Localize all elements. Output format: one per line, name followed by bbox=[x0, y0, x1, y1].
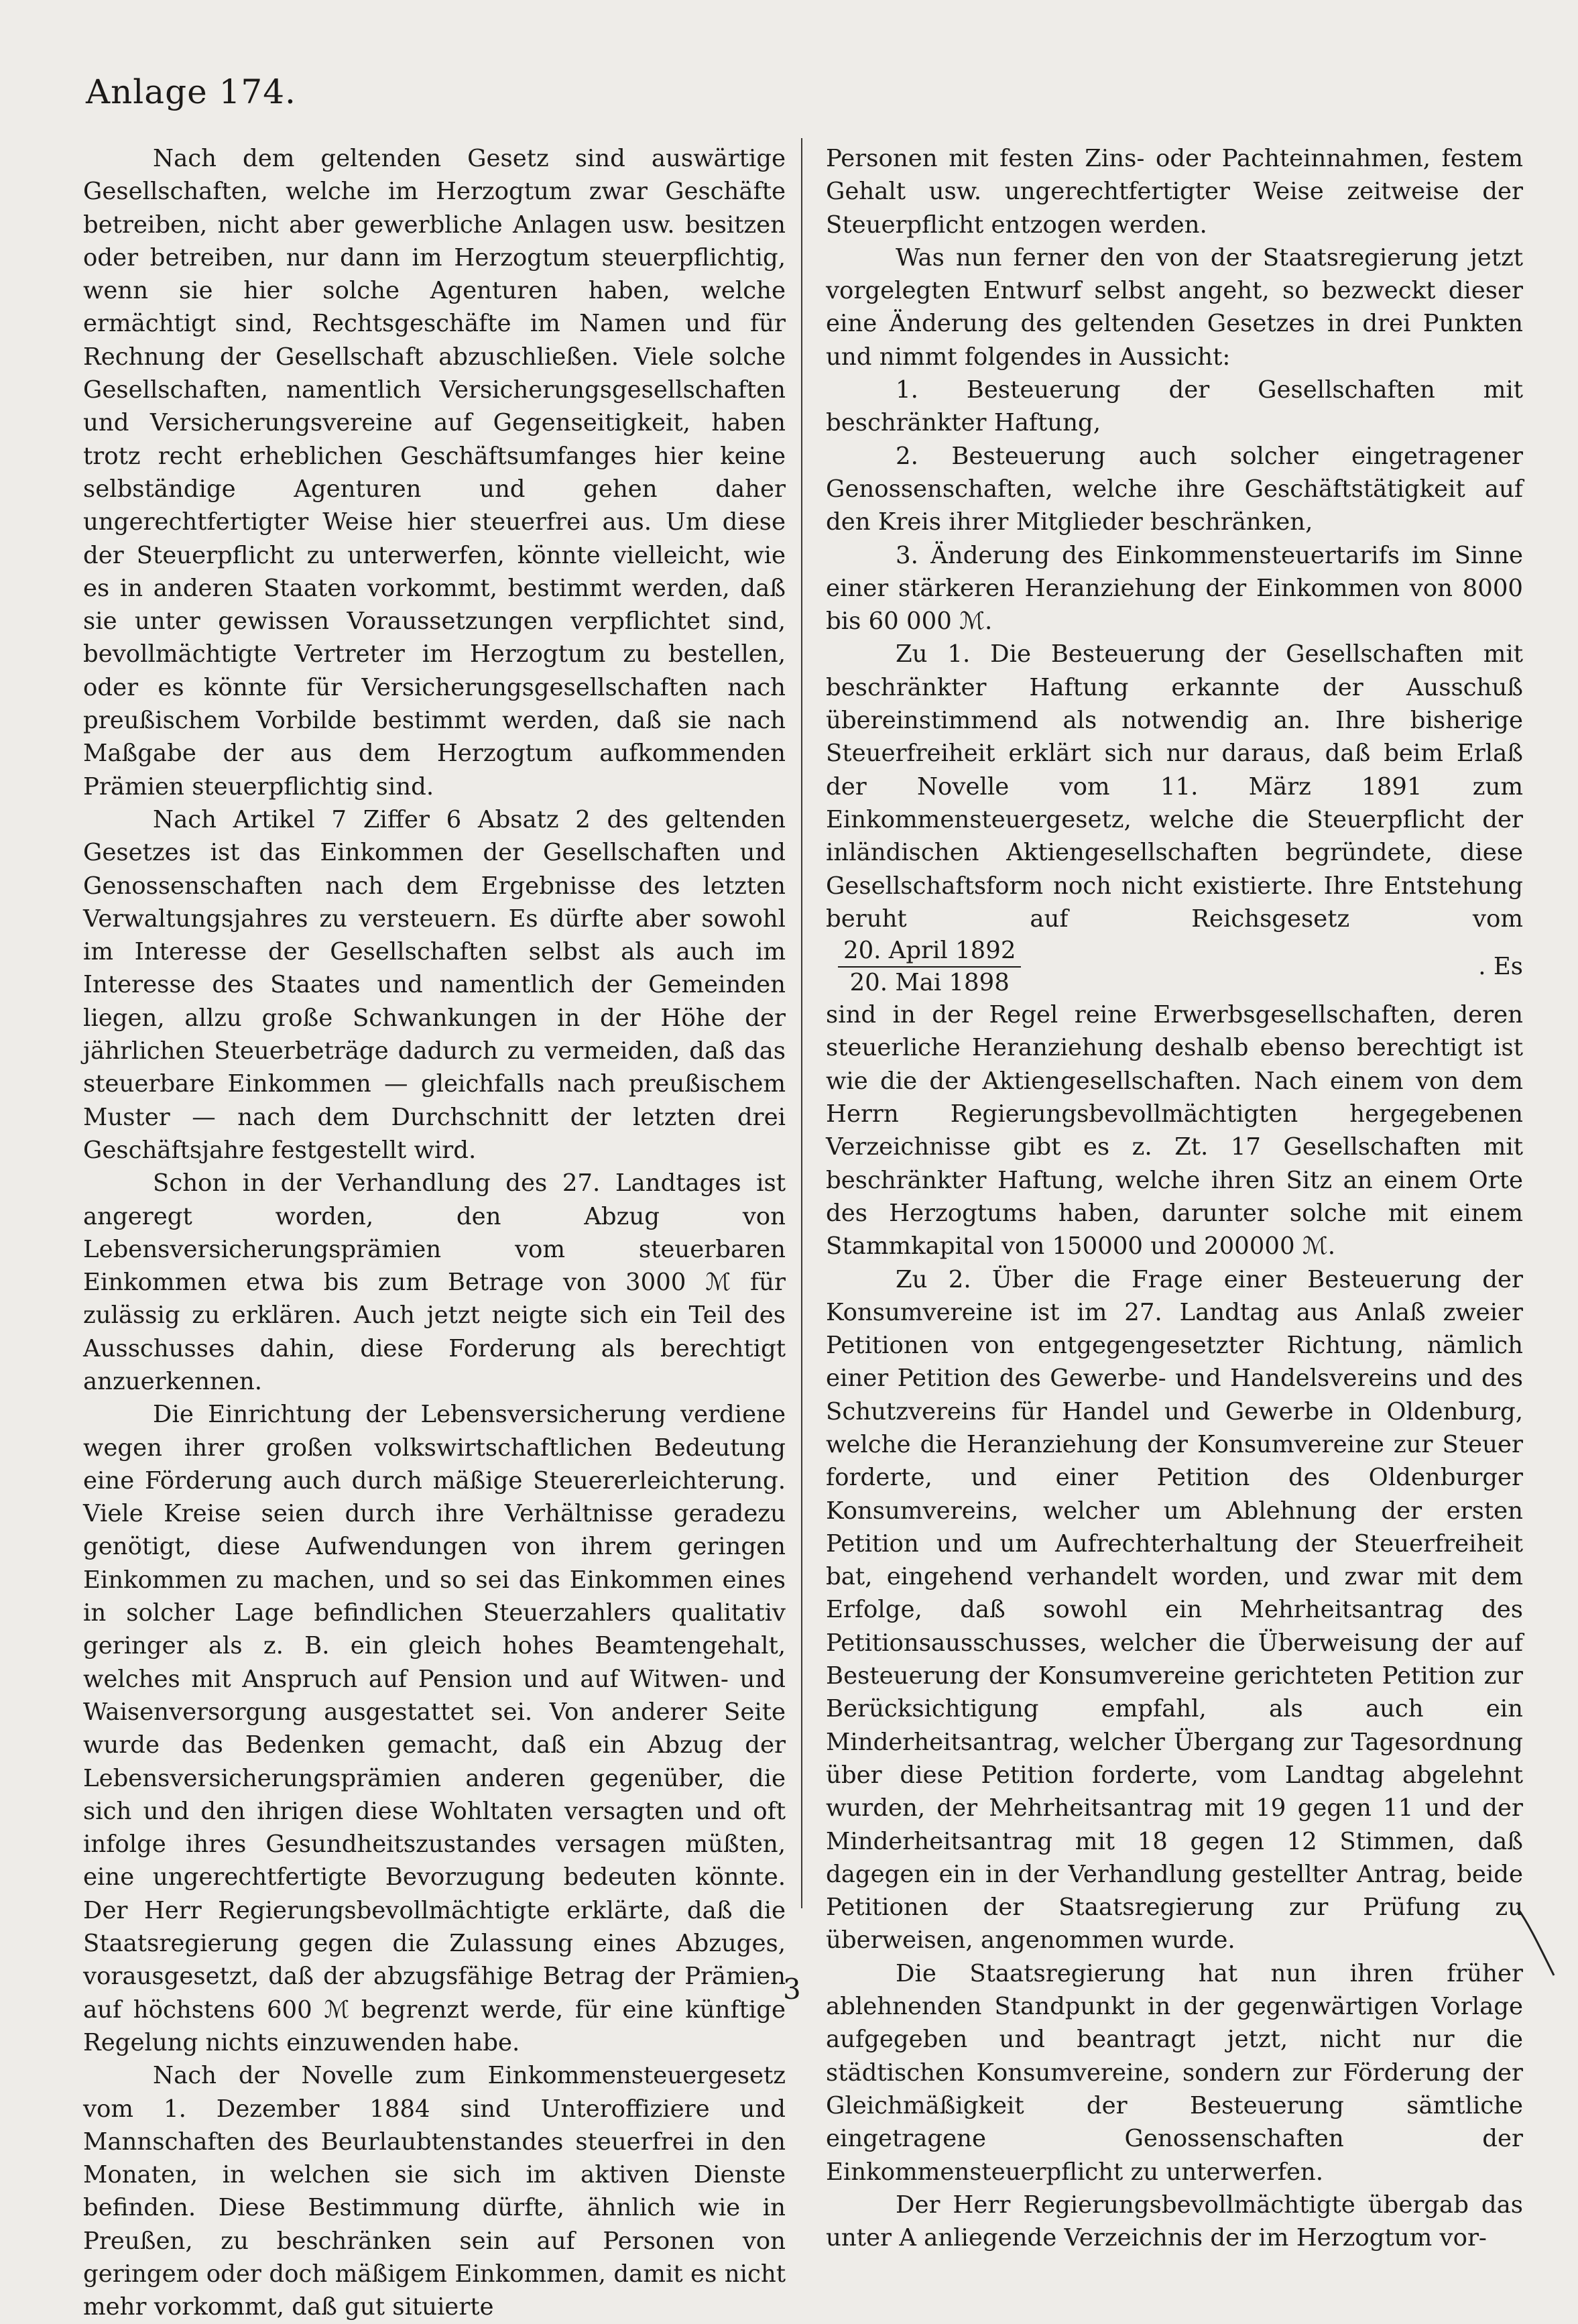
fraction-denominator: 20. Mai 1898 bbox=[849, 969, 1010, 997]
page-number: 3 bbox=[783, 1973, 801, 2006]
right-column bbox=[826, 142, 1523, 2254]
paragraph: Nach der Novelle zum Einkommensteuergesetz vom 1. Dezember 1884 sind Unteroffiziere und Mannschaften des Beurlaubtenstandes steuerfrei in den Monaten, in welchen sie sich im aktiven Dienste befinden. Diese Bestimmung dürfte, ähnlich wie in Preußen, zu beschränken sein auf Personen von geringem oder doch mäßigem Einkommen, damit es nicht mehr vorkommt, daß gut situierte bbox=[83, 2062, 786, 2321]
fraction-line bbox=[826, 935, 1523, 998]
paragraph: Der Herr Regierungsbevollmächtigte übergab das unter A anliegende Verzeichnis der im Herzogtum vor- bbox=[826, 2191, 1523, 2252]
paragraph: Nach dem geltenden Gesetz sind auswärtige Gesellschaften, welche im Herzogtum zwar Geschäfte betreiben, nicht aber gewerbliche Anlagen usw. besitzen oder betreiben, nur dann im Herzogtum steuerpflichtig, wenn sie hier solche Agenturen haben, welche ermächtigt sind, Rechtsgeschäfte im Namen und für Rechnung der Gesellschaft abzuschließen. Viele solche Gesellschaften, namentlich Versicherungsgesellschaften und Versicherungsvereine auf Gegenseitigkeit, haben trotz recht erheblichen Geschäftsumfanges hier keine selbständige Agenturen und gehen daher ungerechtfertigter Weise hier steuerfrei aus. Um diese der Steuerpflicht zu unterwerfen, könnte vielleicht, wie es in anderen Staaten vorkommt, bestimmt werden, daß sie unter gewissen Voraussetzungen verpflichtet sind, bevollmächtigte Vertreter im Herzogtum zu bestellen, oder es könnte für Versicherungsgesellschaften nach preußischem Vorbilde bestimmt werden, daß sie nach Maßgabe der aus dem Herzogtum aufkommenden Prämien steuerpflichtig sind. bbox=[83, 145, 786, 801]
fraction-numerator: 20. April 1892 bbox=[838, 935, 1021, 968]
list-item: 3. Änderung des Einkommensteuertarifs im Sinne einer stärkeren Heranziehung der Einkommen von 8000 bis 60 000 ℳ. bbox=[826, 541, 1523, 636]
date-fraction bbox=[838, 935, 1021, 998]
paragraph-continuation: sind in der Regel reine Erwerbsgesellschaften, deren steuerliche Heranziehung deshalb ebenso berechtigt ist wie die der Aktiengesellschaften. Nach einem von dem Herrn Regierungsbevollmächtigten hergegebenen Verzeichnisse gibt es z. Zt. 17 Gesellschaften mit beschränkter Haftung, welche ihren Sitz an einem Orte des Herzogtums haben, darunter solche mit einem Stammkapital von 150000 und 200000 ℳ. bbox=[826, 1001, 1523, 1261]
paragraph: Was nun ferner den von der Staatsregierung jetzt vorgelegten Entwurf selbst angeht, so bezweckt dieser eine Änderung des geltenden Gesetzes in drei Punkten und nimmt folgendes in Aussicht: bbox=[826, 243, 1523, 371]
column-divider bbox=[801, 138, 802, 1908]
list-item: 2. Besteuerung auch solcher eingetragener Genossenschaften, welche ihre Geschäftstätigkeit auf den Kreis ihrer Mitglieder beschränken, bbox=[826, 442, 1523, 536]
left-column bbox=[83, 142, 786, 2324]
list-item: 1. Besteuerung der Gesellschaften mit beschränkter Haftung, bbox=[826, 376, 1523, 437]
margin-pencil-mark bbox=[1516, 1906, 1557, 1979]
paragraph: Die Staatsregierung hat nun ihren früher ablehnenden Standpunkt in der gegenwärtigen Vorlage aufgegeben und beantragt jetzt, nicht nur die städtischen Konsumvereine, sondern zur Förderung der Gleichmäßigkeit der Besteuerung sämtliche eingetragene Genossenschaften der Einkommensteuerpflicht zu unterwerfen. bbox=[826, 1959, 1523, 2186]
paragraph: Nach Artikel 7 Ziffer 6 Absatz 2 des geltenden Gesetzes ist das Einkommen der Gesellschaften und Genossenschaften nach dem Ergebnisse des letzten Verwaltungsjahres zu versteuern. Es dürfte aber sowohl im Interesse der Gesellschaften selbst als auch im Interesse des Staates und namentlich der Gemeinden liegen, allzu große Schwankungen in der Höhe der jährlichen Steuerbeträge dadurch zu vermeiden, daß das steuerbare Einkommen — gleichfalls nach preußischem Muster — nach dem Durchschnitt der letzten drei Geschäftsjahre festgestellt wird. bbox=[83, 805, 786, 1164]
page-header: Anlage 174. bbox=[86, 72, 296, 111]
paragraph: Zu 1. Die Besteuerung der Gesellschaften mit beschränkter Haftung erkannte der Ausschuß übereinstimmend als notwendig an. Ihre bisherige Steuerfreiheit erklärt sich nur daraus, daß beim Erlaß der Novelle vom 11. März 1891 zum Einkommensteuergesetz, welche die Steuerpflicht der inländischen Aktiengesellschaften begründete, diese Gesellschaftsform noch nicht existierte. Ihre Entstehung beruht auf Reichsgesetz vom bbox=[826, 640, 1523, 933]
paragraph-continuation: Personen mit festen Zins- oder Pachteinnahmen, festem Gehalt usw. ungerechtfertigter Weise zeitweise der Steuerpflicht entzogen werden. bbox=[826, 145, 1523, 239]
paragraph: Die Einrichtung der Lebensversicherung verdiene wegen ihrer großen volkswirtschaftlichen Bedeutung eine Förderung auch durch mäßige Steuererleichterung. Viele Kreise seien durch ihre Verhältnisse geradezu genötigt, diese Aufwendungen von ihrem geringen Einkommen zu machen, und so sei das Einkommen eines in solcher Lage befindlichen Steuerzahlers qualitativ geringer als z. B. ein gleich hohes Beamtengehalt, welches mit Anspruch auf Pension und auf Witwen- und Waisenversorgung ausgestattet sei. Von anderer Seite wurde das Bedenken gemacht, daß ein Abzug der Lebensversicherungsprämien anderen gegenüber, die sich und den ihrigen diese Wohltaten versagten und oft infolge ihres Gesundheitszustandes versagen müßten, eine ungerechtfertigte Bevorzugung bedeuten könnte. Der Herr Regierungsbevollmächtigte erklärte, daß die Staatsregierung gegen die Zulassung eines Abzuges, vorausgesetzt, daß der abzugsfähige Betrag der Prämien auf höchstens 600 ℳ begrenzt werde, für eine künftige Regelung nichts einzuwenden habe. bbox=[83, 1401, 786, 2056]
paragraph: Zu 2. Über die Frage einer Besteuerung der Konsumvereine ist im 27. Landtag aus Anlaß zweier Petitionen von entgegengesetzter Richtung, nämlich einer Petition des Gewerbe- und Handelsvereins und des Schutzvereins für Handel und Gewerbe in Oldenburg, welche die Heranziehung der Konsumvereine zur Steuer forderte, und einer Petition des Oldenburger Konsumvereins, welcher um Ablehnung der ersten Petition und um Aufrechterhaltung der Steuerfreiheit bat, eingehend verhandelt worden, und zwar mit dem Erfolge, daß sowohl ein Mehrheitsantrag des Petitionsausschusses, welcher die Überweisung der auf Besteuerung der Konsumvereine gerichteten Petition zur Berücksichtigung empfahl, als auch ein Minderheitsantrag, welcher Übergang zur Tagesordnung über diese Petition forderte, vom Landtag abgelehnt wurden, der Mehrheitsantrag mit 19 gegen 11 und der Minderheitsantrag mit 18 gegen 12 Stimmen, daß dagegen ein in der Verhandlung gestellter Antrag, beide Petitionen der Staatsregierung zur Prüfung zu überweisen, angenommen wurde. bbox=[826, 1265, 1523, 1955]
paragraph: Schon in der Verhandlung des 27. Landtages ist angeregt worden, den Abzug von Lebensversicherungsprämien vom steuerbaren Einkommen etwa bis zum Betrage von 3000 ℳ für zulässig zu erklären. Auch jetzt neigte sich ein Teil des Ausschusses dahin, diese Forderung als berechtigt anzuerkennen. bbox=[83, 1169, 786, 1395]
fraction-trail-text: . Es bbox=[1478, 953, 1523, 981]
